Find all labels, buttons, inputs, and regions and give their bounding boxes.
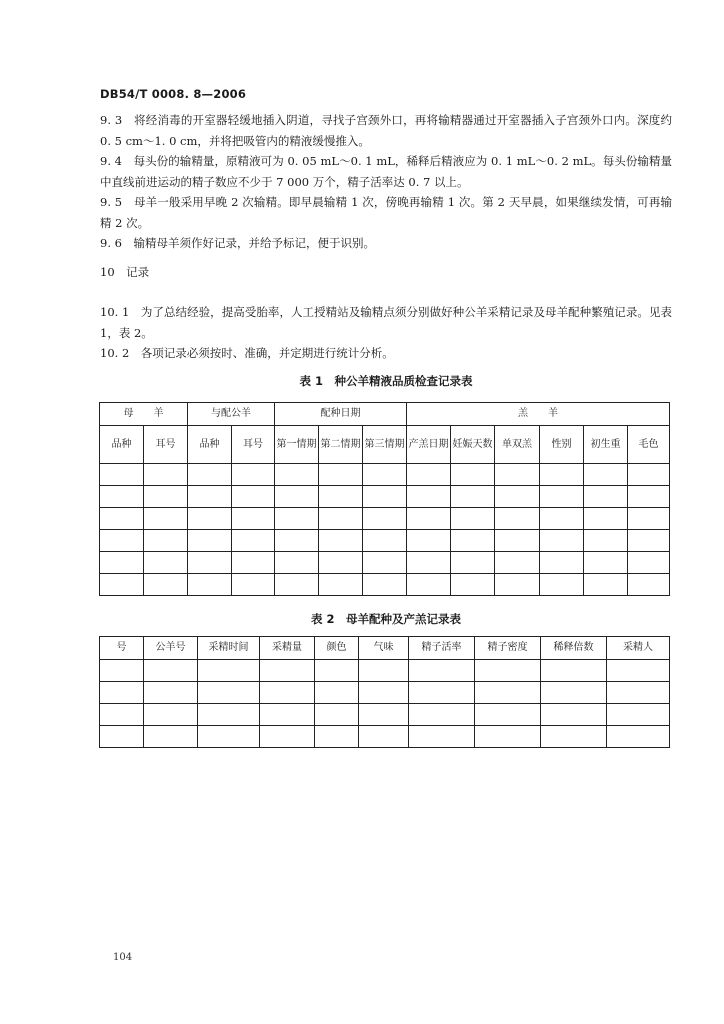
table2-cell bbox=[541, 682, 607, 704]
table1-cell bbox=[319, 530, 363, 552]
table1-cell bbox=[363, 486, 407, 508]
table2-cell bbox=[541, 704, 607, 726]
table1-cell bbox=[144, 530, 188, 552]
table-1-caption: 表 1 种公羊精液品质检查记录表 bbox=[299, 374, 473, 388]
table2-cell bbox=[409, 682, 475, 704]
table2-cell bbox=[409, 660, 475, 682]
table1-cell bbox=[628, 486, 670, 508]
table2-cell bbox=[100, 660, 144, 682]
table1-cell bbox=[407, 508, 451, 530]
document-id: DB54/T 0008. 8—2006 bbox=[100, 87, 247, 101]
table1-cell bbox=[232, 574, 275, 596]
table1-cell bbox=[584, 530, 628, 552]
table1-cell bbox=[319, 486, 363, 508]
table2-cell bbox=[359, 704, 409, 726]
table1-cell bbox=[628, 508, 670, 530]
table1-cell bbox=[144, 508, 188, 530]
table1-column-header: 耳号 bbox=[232, 426, 275, 464]
table1-cell bbox=[232, 486, 275, 508]
table2-cell bbox=[541, 726, 607, 748]
table1-column-header: 品种 bbox=[100, 426, 144, 464]
table2-cell bbox=[315, 704, 359, 726]
table1-cell bbox=[628, 464, 670, 486]
table1-column-header: 性别 bbox=[540, 426, 584, 464]
table-1-column-header-row bbox=[100, 426, 670, 464]
paragraph-9-4: 9. 4 每头份的输精量，原精液可为 0. 05 mL～0. 1 mL，稀释后精液应为 0. 1 mL～0. 2 mL。每头份输精量中直线前进运动的精子数应不少于 7 000 万个，精子活率达 0. 7 以上。 bbox=[100, 154, 672, 189]
table-1-group-header: 母 羊 bbox=[100, 403, 188, 426]
table1-cell bbox=[451, 486, 495, 508]
table2-column-header: 采精量 bbox=[260, 637, 315, 660]
table-2 bbox=[99, 636, 670, 748]
table1-cell bbox=[144, 486, 188, 508]
table1-cell bbox=[495, 486, 540, 508]
table1-cell bbox=[540, 464, 584, 486]
table-1-group-header: 配种日期 bbox=[275, 403, 407, 426]
table1-cell bbox=[319, 508, 363, 530]
table1-cell bbox=[363, 530, 407, 552]
table2-cell bbox=[409, 726, 475, 748]
table1-cell bbox=[188, 486, 232, 508]
table2-cell bbox=[541, 660, 607, 682]
table2-cell bbox=[260, 726, 315, 748]
table1-cell bbox=[144, 552, 188, 574]
table1-cell bbox=[232, 552, 275, 574]
table1-cell bbox=[540, 486, 584, 508]
table2-column-header: 颜色 bbox=[315, 637, 359, 660]
table2-column-header: 精子密度 bbox=[475, 637, 541, 660]
table1-cell bbox=[275, 486, 319, 508]
table1-column-header: 妊娠天数 bbox=[451, 426, 495, 464]
table1-cell bbox=[232, 464, 275, 486]
table2-cell bbox=[144, 660, 198, 682]
table2-cell bbox=[100, 704, 144, 726]
table1-cell bbox=[275, 530, 319, 552]
table2-cell bbox=[260, 660, 315, 682]
table1-row bbox=[100, 508, 670, 530]
table2-column-header: 精子活率 bbox=[409, 637, 475, 660]
table1-cell bbox=[451, 464, 495, 486]
table2-column-header: 采精时间 bbox=[198, 637, 260, 660]
clause-9-text bbox=[100, 110, 672, 254]
table1-cell bbox=[232, 530, 275, 552]
table1-cell bbox=[232, 508, 275, 530]
table1-cell bbox=[188, 552, 232, 574]
table1-column-header: 第三情期 bbox=[363, 426, 407, 464]
table2-cell bbox=[607, 660, 670, 682]
table1-column-header: 第一情期 bbox=[275, 426, 319, 464]
table1-row bbox=[100, 486, 670, 508]
table1-column-header: 单双羔 bbox=[495, 426, 540, 464]
table1-cell bbox=[407, 464, 451, 486]
table1-cell bbox=[275, 464, 319, 486]
table2-cell bbox=[315, 660, 359, 682]
table1-column-header: 初生重 bbox=[584, 426, 628, 464]
table1-cell bbox=[451, 530, 495, 552]
table1-cell bbox=[495, 552, 540, 574]
table2-column-header: 公羊号 bbox=[144, 637, 198, 660]
table2-cell bbox=[144, 726, 198, 748]
table1-cell bbox=[628, 574, 670, 596]
table1-cell bbox=[188, 508, 232, 530]
table-1 bbox=[99, 402, 670, 596]
table1-cell bbox=[319, 574, 363, 596]
table1-cell bbox=[407, 574, 451, 596]
table1-cell bbox=[628, 530, 670, 552]
table2-cell bbox=[607, 704, 670, 726]
table2-cell bbox=[315, 726, 359, 748]
table1-cell bbox=[407, 486, 451, 508]
table1-cell bbox=[584, 486, 628, 508]
table1-cell bbox=[451, 574, 495, 596]
paragraph-9-6: 9. 6 输精母羊须作好记录，并给予标记，便于识别。 bbox=[100, 236, 375, 250]
table1-cell bbox=[495, 508, 540, 530]
table1-cell bbox=[100, 508, 144, 530]
table1-row bbox=[100, 552, 670, 574]
table2-cell bbox=[607, 682, 670, 704]
table2-column-header: 气味 bbox=[359, 637, 409, 660]
table1-cell bbox=[451, 508, 495, 530]
paragraph-9-5: 9. 5 母羊一般采用早晚 2 次输精。即早晨输精 1 次，傍晚再输精 1 次。第 2 天早晨，如果继续发情，可再输精 2 次。 bbox=[100, 195, 672, 230]
table1-cell bbox=[144, 574, 188, 596]
table1-cell bbox=[319, 464, 363, 486]
table-2-column-header-row bbox=[100, 637, 670, 660]
table-1-group-header: 与配公羊 bbox=[188, 403, 275, 426]
table1-cell bbox=[363, 552, 407, 574]
table2-cell bbox=[475, 682, 541, 704]
table1-cell bbox=[584, 508, 628, 530]
table1-cell bbox=[584, 552, 628, 574]
table2-row bbox=[100, 704, 670, 726]
table1-cell bbox=[584, 574, 628, 596]
table1-cell bbox=[188, 530, 232, 552]
table1-cell bbox=[407, 530, 451, 552]
table1-cell bbox=[363, 464, 407, 486]
table1-cell bbox=[628, 552, 670, 574]
table2-cell bbox=[100, 682, 144, 704]
table1-cell bbox=[495, 464, 540, 486]
paragraph-9-3: 9. 3 将经消毒的开室器轻缓地插入阴道，寻找子宫颈外口，再将输精器通过开室器插入子宫颈外口内。深度约 0. 5 cm～1. 0 cm，并将把吸管内的精液缓慢推入。 bbox=[100, 113, 672, 148]
table2-cell bbox=[198, 660, 260, 682]
table2-cell bbox=[260, 704, 315, 726]
table1-cell bbox=[540, 508, 584, 530]
table2-cell bbox=[359, 660, 409, 682]
table1-cell bbox=[363, 508, 407, 530]
table2-row bbox=[100, 660, 670, 682]
table1-cell bbox=[275, 574, 319, 596]
table1-cell bbox=[584, 464, 628, 486]
table1-row bbox=[100, 464, 670, 486]
paragraph-10-1: 10. 1 为了总结经验，提高受胎率，人工授精站及输精点须分别做好种公羊采精记录及母羊配种繁殖记录。见表 1，表 2。 bbox=[100, 305, 672, 340]
table1-cell bbox=[363, 574, 407, 596]
paragraph-10-2: 10. 2 各项记录必须按时、准确，并定期进行统计分析。 bbox=[100, 346, 394, 360]
table1-cell bbox=[100, 574, 144, 596]
table1-column-header: 产羔日期 bbox=[407, 426, 451, 464]
table2-cell bbox=[359, 726, 409, 748]
table1-row bbox=[100, 530, 670, 552]
table1-cell bbox=[319, 552, 363, 574]
table1-column-header: 耳号 bbox=[144, 426, 188, 464]
table2-cell bbox=[144, 682, 198, 704]
table2-column-header: 号 bbox=[100, 637, 144, 660]
table1-row bbox=[100, 574, 670, 596]
table1-cell bbox=[100, 552, 144, 574]
table1-column-header: 第二情期 bbox=[319, 426, 363, 464]
table1-cell bbox=[188, 464, 232, 486]
table1-cell bbox=[100, 464, 144, 486]
table1-cell bbox=[188, 574, 232, 596]
table-1-group-header: 羔 羊 bbox=[407, 403, 670, 426]
table1-column-header: 毛色 bbox=[628, 426, 670, 464]
table1-cell bbox=[407, 552, 451, 574]
table2-cell bbox=[475, 660, 541, 682]
table2-row bbox=[100, 682, 670, 704]
table2-column-header: 采精人 bbox=[607, 637, 670, 660]
table1-cell bbox=[495, 574, 540, 596]
table2-cell bbox=[315, 682, 359, 704]
table1-cell bbox=[540, 552, 584, 574]
table-2-caption: 表 2 母羊配种及产羔记录表 bbox=[310, 612, 461, 626]
table2-cell bbox=[198, 682, 260, 704]
table2-row bbox=[100, 726, 670, 748]
table1-cell bbox=[144, 464, 188, 486]
page-number: 104 bbox=[113, 952, 133, 963]
table1-cell bbox=[540, 574, 584, 596]
table2-cell bbox=[475, 726, 541, 748]
table1-cell bbox=[495, 530, 540, 552]
clause-10-text bbox=[100, 302, 672, 364]
table2-cell bbox=[607, 726, 670, 748]
table2-cell bbox=[475, 704, 541, 726]
table2-cell bbox=[409, 704, 475, 726]
table1-cell bbox=[275, 508, 319, 530]
table2-cell bbox=[260, 682, 315, 704]
table1-cell bbox=[275, 552, 319, 574]
table2-cell bbox=[198, 704, 260, 726]
table1-cell bbox=[540, 530, 584, 552]
table1-cell bbox=[100, 486, 144, 508]
table2-cell bbox=[198, 726, 260, 748]
section-heading-10: 10 记录 bbox=[100, 265, 150, 279]
table1-cell bbox=[100, 530, 144, 552]
table2-cell bbox=[100, 726, 144, 748]
table2-cell bbox=[144, 704, 198, 726]
table2-cell bbox=[359, 682, 409, 704]
table2-column-header: 稀释倍数 bbox=[541, 637, 607, 660]
table-1-group-header-row bbox=[100, 403, 670, 426]
table1-column-header: 品种 bbox=[188, 426, 232, 464]
table1-cell bbox=[451, 552, 495, 574]
